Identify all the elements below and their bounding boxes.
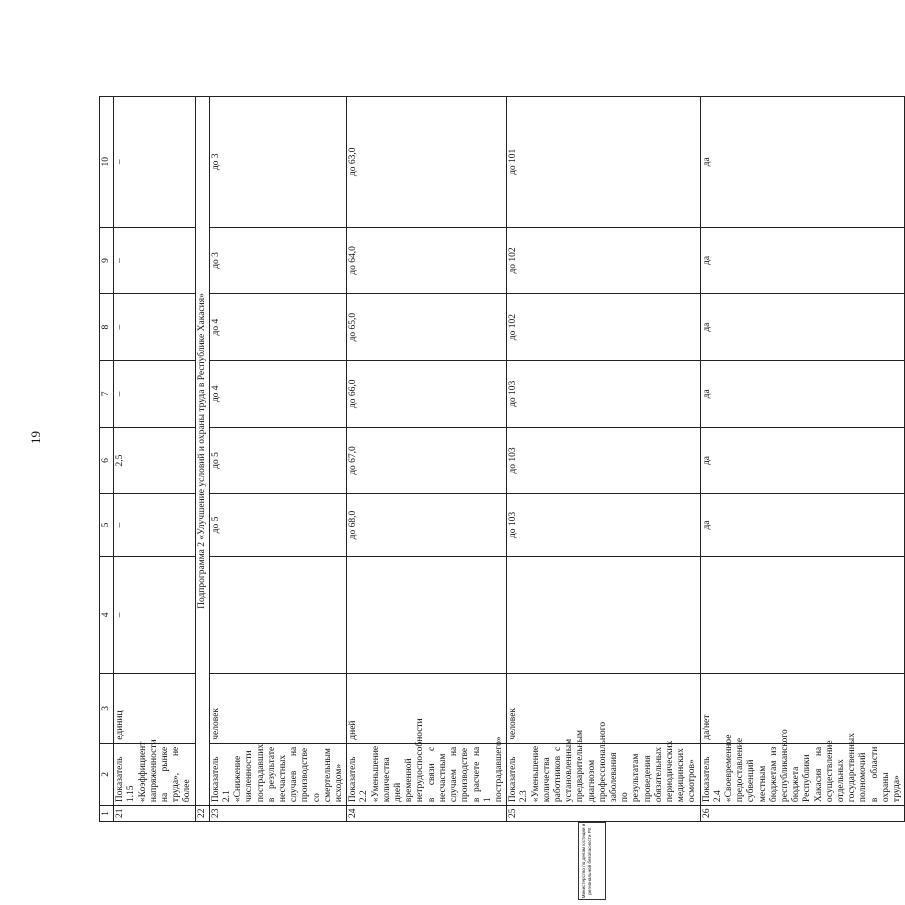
value-cell: до 102 [507,227,700,294]
value-cell: да [700,227,905,294]
column-number-row [100,97,114,822]
value-cell: до 67,0 [347,427,507,494]
column-number: 9 [100,227,114,294]
value-cell: – [114,97,195,228]
row-number: 22 [195,806,209,822]
value-cell: – [114,556,195,673]
indicator-description: Показатель 1.15 «Коэффициент напряженности на рынке труда», не более [114,743,195,805]
value-cell: до 66,0 [347,360,507,427]
table-row [209,97,346,822]
value-cell: до 103 [507,494,700,556]
indicator-description: Показатель 2.4 «Своевременное предоставление субвенций местным бюджетам из республиканского бюджета Республики Хакасия на осуществление отдельных государственных полномочий в области охраны труда» [700,743,905,805]
value-cell [209,556,346,673]
subprogram-title: Подпрограмма 2 «Улучшение условий и охраны труда в Республике Хакасия» [195,97,209,806]
value-cell: да [700,294,905,361]
value-cell: до 5 [209,494,346,556]
stamp-text: Министерство по делам юстиции и региональной безопасности РХ [581,823,592,899]
column-number: 2 [100,743,114,805]
value-cell: 2,5 [114,427,195,494]
value-cell: да [700,427,905,494]
value-cell: до 3 [209,97,346,228]
value-cell: – [114,294,195,361]
table-row [700,97,905,822]
value-cell [700,556,905,673]
row-number: 25 [507,806,700,822]
indicator-table-block [99,96,903,822]
unit-cell: да/нет [700,674,905,744]
row-number: 23 [209,806,346,822]
column-number: 5 [100,494,114,556]
value-cell: да [700,360,905,427]
value-cell [507,556,700,673]
value-cell [347,556,507,673]
indicator-description: Показатель 2.3 «Уменьшение количества работников с установленным предварительным диагнозом профессионального заболевания по результатам проведения обязательных периодических медицинских осмотров» [507,743,700,805]
column-number: 10 [100,97,114,228]
column-number: 6 [100,427,114,494]
value-cell: до 103 [507,427,700,494]
row-number: 26 [700,806,905,822]
column-number: 7 [100,360,114,427]
value-cell: до 3 [209,227,346,294]
row-number: 21 [114,806,195,822]
value-cell: до 65,0 [347,294,507,361]
value-cell: до 103 [507,360,700,427]
table-row [507,97,700,822]
unit-cell: дней [347,674,507,744]
value-cell: да [700,494,905,556]
row-number: 24 [347,806,507,822]
column-number: 8 [100,294,114,361]
ministry-stamp [578,822,606,900]
page-number: 19 [28,431,43,444]
value-cell: да [700,97,905,228]
unit-cell: человек [209,674,346,744]
indicator-description: Показатель 2.1 «Снижение численности пострадавших в результате несчастных случаев на производстве со смертельным исходом» [209,743,346,805]
value-cell: – [114,227,195,294]
column-number: 1 [100,806,114,822]
unit-cell: единиц [114,674,195,744]
value-cell: до 5 [209,427,346,494]
unit-cell: человек [507,674,700,744]
value-cell: до 63,0 [347,97,507,228]
indicator-description: Показатель 2.2 «Уменьшение количества дней временной нетрудоспособности в связи с несчастным случаем на производстве в расчете на 1 пострадавшего» [347,743,507,805]
value-cell: – [114,360,195,427]
value-cell: – [114,494,195,556]
value-cell: до 68,0 [347,494,507,556]
value-cell: до 4 [209,360,346,427]
value-cell: до 64,0 [347,227,507,294]
table-row [114,97,195,822]
value-cell: до 101 [507,97,700,228]
table-row [347,97,507,822]
column-number: 3 [100,674,114,744]
indicator-table [99,96,905,822]
subprogram-row [195,97,209,822]
column-number: 4 [100,556,114,673]
value-cell: до 4 [209,294,346,361]
value-cell: до 102 [507,294,700,361]
